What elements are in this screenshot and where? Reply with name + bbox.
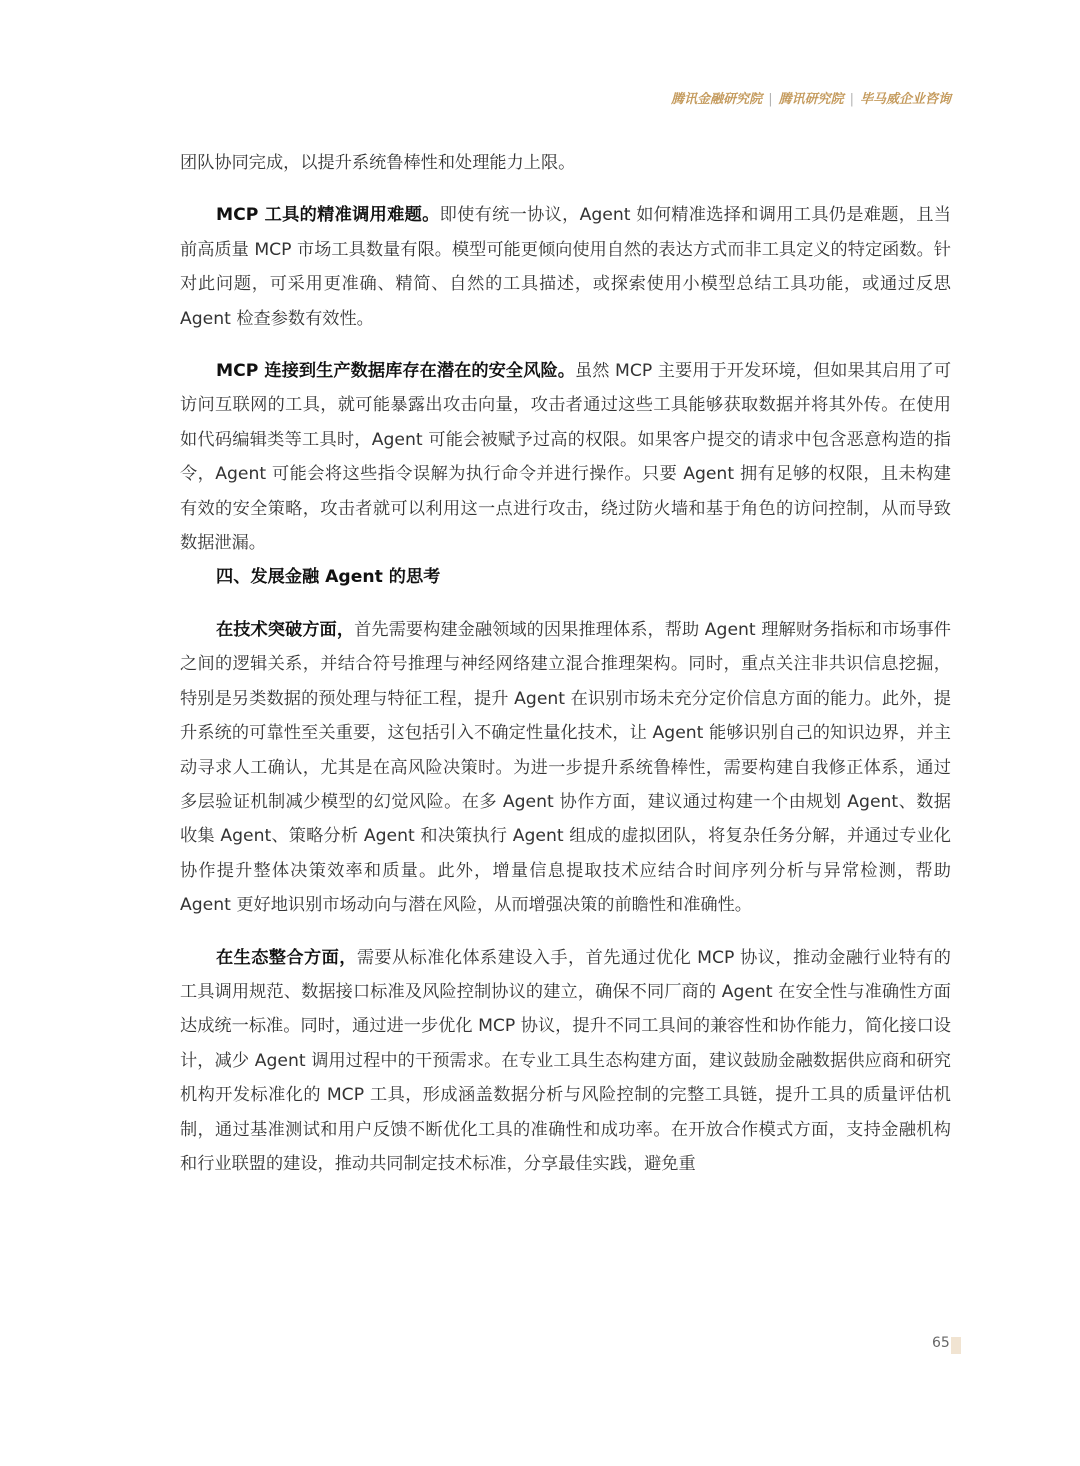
paragraph-lead: MCP 连接到生产数据库存在潜在的安全风险。 [216, 361, 575, 382]
paragraph-text: 即使有统一协议，Agent 如何精准选择和调用工具仍是难题，且当前高质量 MCP 市场工具数量有限。模型可能更倾向使用自然的表达方式而非工具定义的特定函数。针对此问题，可采用更准确、精简、自然的工具描述，或探索使用小模型总结工具功能，或通过反思 Agent 检查参数有效性。 [180, 205, 951, 329]
paragraph-lead: 在技术突破方面， [216, 619, 355, 640]
header-org-tencent-fintech: 腾讯金融研究院 [671, 92, 763, 107]
page-body [180, 146, 951, 1181]
paragraph-mcp-security-risk [180, 354, 951, 560]
paragraph-mcp-tool-calling [180, 198, 951, 336]
paragraph-ecosystem-integration [180, 941, 951, 1182]
paragraph-text: 虽然 MCP 主要用于开发环境，但如果其启用了可访问互联网的工具，就可能暴露出攻击向量，攻击者通过这些工具能够获取数据并将其外传。在使用如代码编辑类等工具时，Agent 可能会被赋予过高的权限。如果客户提交的请求中包含恶意构造的指令，Agent 可能会将这些指令误解为执行命令并进行操作。只要 Agent 拥有足够的权限，且未构建有效的安全策略，攻击者就可以利用这一点进行攻击，绕过防火墙和基于角色的访问控制，从而导致数据泄漏。 [180, 361, 952, 554]
header-org-tencent-research: 腾讯研究院 [778, 92, 844, 107]
header-org-kpmg: 毕马威企业咨询 [859, 92, 951, 107]
paragraph-lead: 在生态整合方面， [216, 947, 357, 968]
header-separator: | [849, 92, 854, 107]
paragraph-tech-breakthrough [180, 613, 951, 923]
page-number-tab [951, 1337, 961, 1354]
running-header [671, 88, 951, 107]
paragraph-text: 团队协同完成，以提升系统鲁棒性和处理能力上限。 [180, 153, 576, 173]
paragraph-text: 首先需要构建金融领域的因果推理体系，帮助 Agent 理解财务指标和市场事件之间的逻辑关系，并结合符号推理与神经网络建立混合推理架构。同时，重点关注非共识信息挖掘，特别是另类数据的预处理与特征工程，提升 Agent 在识别市场未充分定价信息方面的能力。此外，提升系统的可靠性至关重要，这包括引入不确定性量化技术，让 Agent 能够识别自己的知识边界，并主动寻求人工确认，尤其是在高风险决策时。为进一步提升系统鲁棒性，需要构建自我修正体系，通过多层验证机制减少模型的幻觉风险。在多 Agent 协作方面，建议通过构建一个由规划 Agent、数据收集 Agent、策略分析 Agent 和决策执行 Agent 组成的虚拟团队，将复杂任务分解，并通过专业化协作提升整体决策效率和质量。此外，增量信息提取技术应结合时间序列分析与异常检测，帮助 Agent 更好地识别市场动向与潜在风险，从而增强决策的前瞻性和准确性。 [180, 619, 951, 916]
paragraph-text: 需要从标准化体系建设入手，首先通过优化 MCP 协议，推动金融行业特有的工具调用规范、数据接口标准及风险控制协议的建立，确保不同厂商的 Agent 在安全性与准确性方面达成统一标准。同时，通过进一步优化 MCP 协议，提升不同工具间的兼容性和协作能力，简化接口设计，减少 Agent 调用过程中的干预需求。在专业工具生态构建方面，建议鼓励金融数据供应商和研究机构开发标准化的 MCP 工具，形成涵盖数据分析与风险控制的完整工具链，提升工具的质量评估机制，通过基准测试和用户反馈不断优化工具的准确性和成功率。在开放合作模式方面，支持金融机构和行业联盟的建设，推动共同制定技术标准，分享最佳实践，避免重 [180, 947, 951, 1174]
page-number: 65 [932, 1335, 950, 1351]
paragraph-lead: MCP 工具的精准调用难题。 [216, 205, 440, 226]
section-heading: 四、发展金融 Agent 的思考 [216, 567, 441, 588]
paragraph-continued [180, 146, 951, 180]
header-separator: | [768, 92, 773, 107]
